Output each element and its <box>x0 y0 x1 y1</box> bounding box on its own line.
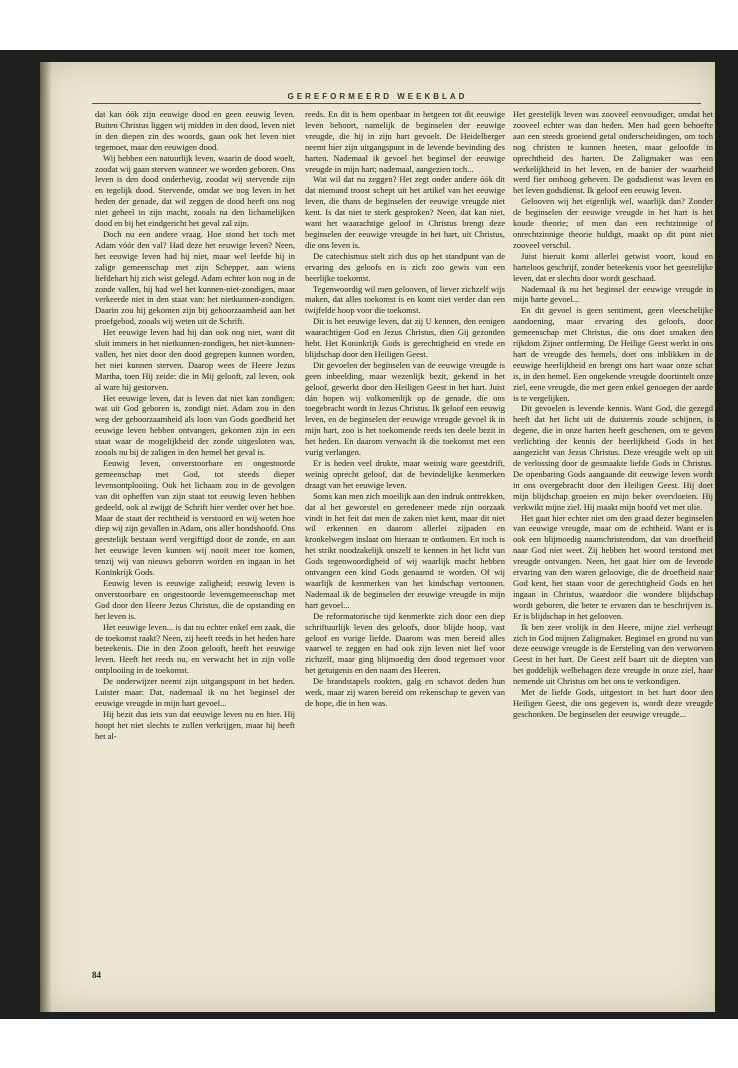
magazine-page <box>40 62 715 1012</box>
paragraph: Wat wil dat nu zeggen? Het zegt onder andere óók dit dat niemand troost schept uit het artikel van het eeuwige leven, die thans de beginselen der eeuwige vreugde niet kent. Is dat niet te sterk gesproken? Neen, dat kan niet, want het waarachtige geloof in Christus brengt deze beginselen der eeuwige vreugde in het hart, uit Christus, die ons leven is. <box>305 174 505 250</box>
paragraph: De onderwijzer neemt zijn uitgangspunt in het heden. Luister maar: Dat, nademaal ik nu het beginsel der eeuwige vreugde in mijn hart gevoel... <box>95 676 295 708</box>
paragraph: Ik ben zeer vrolijk in den Heere, mijne ziel verheugt zich in God mijnen Zaligmaker. Beginsel en grond nu van deze eeuwige vreugde is de Eersteling van den verworven Geest in het hart. De Geest zelf baart uit de diepten van het goddelijk welbehagen deze vreugde in onze ziel, haar nemende uit Christus om het ons te verkondigen. <box>513 621 713 687</box>
paragraph: Dit gevoelen der beginselen van de eeuwige vreugde is geen inbeelding, maar wezenlijk bezit, gekend in het geloof, gewerkt door den Heiligen Geest in het hart. Juist dán hopen wij volkomenlijk op de genade, die ons toegebracht wordt in Jezus Christus. Ik geloof een eeuwig leven, en de beginselen der eeuwige vreugde gevoel ik in mijn hart, zoo is het toekomende reeds ten deele bezit in het heden. En daarom verwacht ik die toekomst met een vurig verlangen. <box>305 359 505 458</box>
paragraph: De reformatorische tijd kenmerkte zich door een diep schriftuurlijk leven des geloofs, door blijde hoop, vast geloof en vurige liefde. Daarom was men bereid alles vaarwel te zeggen en had ook zijn leven niet lief voor zichzelf, maar ging blijmoedig den dood tegemoet voor het getuigenis en den naam des Heeren. <box>305 610 505 676</box>
paragraph: Nademaal ik nu het beginsel der eeuwige vreugde in mijn harte gevoel... <box>513 283 713 305</box>
text-column-1 <box>95 109 295 742</box>
paragraph: Tegenwoordig wil men gelooven, of liever zichzelf wijs maken, dat alles toekomst is en komt niet verder dan een twijfelde hoop voor die toekomst. <box>305 283 505 316</box>
text-column-3 <box>513 109 713 720</box>
paragraph: En dit gevoel is geen sentiment, geen vleeschelijke aandoening, maar ervaring des geloofs, door gemeenschap met Christus, die ons doet smaken den rijkdom Zijner ontferming. De Heilige Geest werkt in ons hart de vreugde des hemels, doet ons inblikken in de eeuwige heerlijkheid en brengt ons hart waar onze schat is, in den hemel. Een ongekende vreugde doortintelt onze ziel, eene vreugde, die met geen enkel genoegen der aarde is te vergelijken. <box>513 305 713 403</box>
page-number: 84 <box>92 970 101 980</box>
paragraph: Het eeuwige leven had hij dan ook nog niet, want dit sluit immers in het nietkunnen-zondigen, het niet-kunnen-vallen, het niet door den dood gegrepen kunnen worden, het niet kunnen sterven. Daarop wees de Heere Jezus Martha, toen Hij zeide: die in Mij gelooft, zal leven, ook al ware hij gestorven. <box>95 327 295 392</box>
paragraph: Het gaat hier echter niet om den graad dezer beginselen van eeuwige vreugde, maar om de echtheid. Want er is ook een blijmoedig naamchristendom, dat van droefheid naar God niet weet. Zij hebben het woord terstond met vreugde ontvangen. Neen, het gaat hier om de levende ervaring van den waren geloovige, die de droefheid naar God kent, het staan voor de gerechtigheid Gods en het ingaan in Christus, waardoor die wondere blijdschap wordt geboren, die beter te ervaren dan te beschrijven is. Er is blijdschap in het gelooven. <box>513 512 713 621</box>
paragraph: Eeuwig leven is eeuwige zaligheid; eeuwig leven is onverstoorbare en ongestoorde levensgemeenschap met God door den Heere Jezus Christus, die de opstanding en het leven is. <box>95 577 295 621</box>
paragraph: De catechismus stelt zich dus op het standpunt van de ervaring des geloofs en is zich zoo gewis van een heerlijke toekomst. <box>305 250 505 283</box>
paragraph: Dit is het eeuwige leven, dat zij U kennen, den eenigen waarachtigen God en Jezus Christus, dien Gij gezonden hebt. Het Koninkrijk Gods is gerechtigheid en vrede en blijdschap door den Heiligen Geest. <box>305 316 505 359</box>
paragraph: Het geestelijk leven was zooveel eenvoudiger, omdat het zooveel echter was dan heden. Men had geen behoefte aan een steeds groeiend getal onderscheidingen, om toch nog christen te kunnen heeten, maar geloofde in oprechtheid des harten. De Zaligmaker was een werkelijkheid in het leven, en de banier der waarheid werd fier omhoog geheven. De godsdienst was leven en het leven godsdienst. Ik geloof een eeuwig leven. <box>513 109 713 196</box>
paragraph: reeds. En dit is hem openbaar in hetgeen tot dit eeuwige leven behoort, namelijk de beginselen der eeuwige vreugde, die hij in zijn hart gevoelt. De Heidelberger neemt hier zijn uitgangspunt in de levende bevinding des harten. Nademaal ik gevoel het beginsel der eeuwige vreugde in mijn hart; nademaal, aangezien toch... <box>305 109 505 174</box>
paragraph: Hij bezit dus iets van dat eeuwige leven nu en hier. Hij hoopt het niet slechts te zullen verkrijgen, maar hij heeft het al- <box>95 708 295 741</box>
text-column-2 <box>305 109 505 709</box>
paragraph: Het eeuwige leven... is dat nu echter enkel een zaak, die de toekomst raakt? Neen, zij heeft reeds in het heden hare beteekenis. Die in den Zoon gelooft, heeft het eeuwige leven. Heeft het reeds nu, en verwacht het in zijn volle ontplooiing in de toekomst. <box>95 621 295 676</box>
paragraph: Eeuwig leven, onverstoorbare en ongestoorde gemeenschap met God, tot steeds dieper levensontplooiing. Ook het lichaam zou in de gevolgen van dit opheffen van zijn staat tot eeuwig leven hebben gedeeld, ook al zwijgt de Schrift hier verder over het hoe. Maar de staat der rechtheid is verstoord en wij weten hoe diep wij zijn gevallen in Adam, ons aller bondshoofd. Ons geestelijk bestaan werd vergiftigd door de zonde, en aan het eeuwige leven kunnen wij nooit meer toe komen, tenzij wij van nieuws geboren worden en ingaan in het Koninkrijk Gods. <box>95 458 295 578</box>
header-rule <box>92 103 701 104</box>
paragraph: Met de liefde Gods, uitgestort in het hart door den Heiligen Geest, die ons gegeven is, wordt deze vreugde geschonken. De beginselen der eeuwige vreugde... <box>513 687 713 719</box>
paragraph: dat kan óók zijn eeuwige dood en geen eeuwig leven. Buiten Christus liggen wij midden in den dood, leven niet in den diepen zin des woords, gaan ook het leven niet tegemoet, maar den eeuwigen dood. <box>95 109 295 152</box>
paragraph: Er is heden veel drukte, maar weinig ware geestdrift, weinig oprecht geloof, dat de bevindelijke kenmerken draagt van het eeuwige leven. <box>305 458 505 490</box>
paragraph: Juist hieruit komt allerlei getwist voort, koud en harteloos geschrijf, zonder beteekenis voor het geestelijke leven, dat er slechts door wordt geschaad. <box>513 250 713 283</box>
paragraph: Soms kan men zich moeilijk aan den indruk onttrekken, dat al het geworstel en geredeneer mede zijn oorzaak vindt in het feit dat men de zaken niet kent, maar dit niet wil erkennen en daarom allerlei zijpaden en kronkelwegen inslaat om hieraan te ontkomen. En toch is het strikt noodzakelijk onszelf te kennen in het licht van Gods tegenwoordigheid of wij waarlijk macht hebben ontvangen een kind Gods genaamd te worden. Of wij waarlijk de kenmerken van het kindschap vertoonen. Nademaal ik de beginselen der eeuwige vreugde in mijn hart gevoel... <box>305 490 505 610</box>
paragraph: Dit gevoelen is levende kennis. Want God, die gezegd heeft dat het licht uit de duisternis zoude schijnen, is degene, die in onze harten heeft geschenen, om te geven verlichting der kennis der heerlijkheid Gods in het aangezicht van Jezus Christus. Deze vreugde welt op uit de verlossing door de gesmaakte liefde Gods in Christus. De openbaring Gods aangaande dit eeuwige leven wordt in ons overgebracht door den Heiligen Geest. Hij doet mijn blijdschap groeien en mijn beker overvloeien. Hij verkwikt mijne ziel. Hij maakt mijn hoofd vet met olie. <box>513 403 713 512</box>
running-header: GEREFORMEERD WEEKBLAD <box>287 92 468 101</box>
paragraph: Gelooven wij het eigenlijk wel, waarlijk dan? Zonder de beginselen der eeuwige vreugde in het hart is het koude theorie; of men dan een rechtzinnige of onrechtzinnige theorie huldigt, maakt op dit punt niet zooveel verschil. <box>513 196 713 250</box>
paragraph: De brandstapels rookten, galg en schavot deden hun werk, maar zij waren bereid om rekenschap te geven van de hope, die in hen was. <box>305 676 505 708</box>
paragraph: Het eeuwige leven, dat is leven dat niet kan zondigen: wat uit God geboren is, zondigt niet. Adam zou in den weg der gehoorzaamheid als loon van Gods goedheid het eeuwige leven hebben ontvangen, gekomen zijn in een staat waar de mogelijkheid der zonde uitgesloten was, zooals nu bij de zaligen in den hemel het geval is. <box>95 392 295 458</box>
paragraph: Wij hebben een natuurlijk leven, waarin de dood woelt, zoodat wij gaan sterven wanneer we worden geboren. Ons leven is den dood onderhevig, zoodat wij stervende zijn en tegelijk dood. Stervende, omdat we nog leven in het heden der genade, dat wil zeggen de dood heeft ons nog niet geheel in zijn macht, zooals na den lichamelijken dood en bij het eindgericht het geval zal zijn. <box>95 152 295 229</box>
paragraph: Doch nu een andere vraag. Hoe stond het toch met Adam vóór den val? Had deze het eeuwige leven? Neen, het eeuwige leven had hij niet, maar wel leefde hij in zalige gemeenschap met zijn Schepper, aan wiens liefdehart hij zich wist gelegd. Adam echter kon nog in de zonde vallen, hij had wel het kunnen-niet-zondigen, maar verkeerde niet in den staat van: het nietkunnen-zondigen. Daarin zou hij gekomen zijn bij gehoorzaamheid aan het proefgebod, zooals wij weten uit de Schrift. <box>95 228 295 327</box>
